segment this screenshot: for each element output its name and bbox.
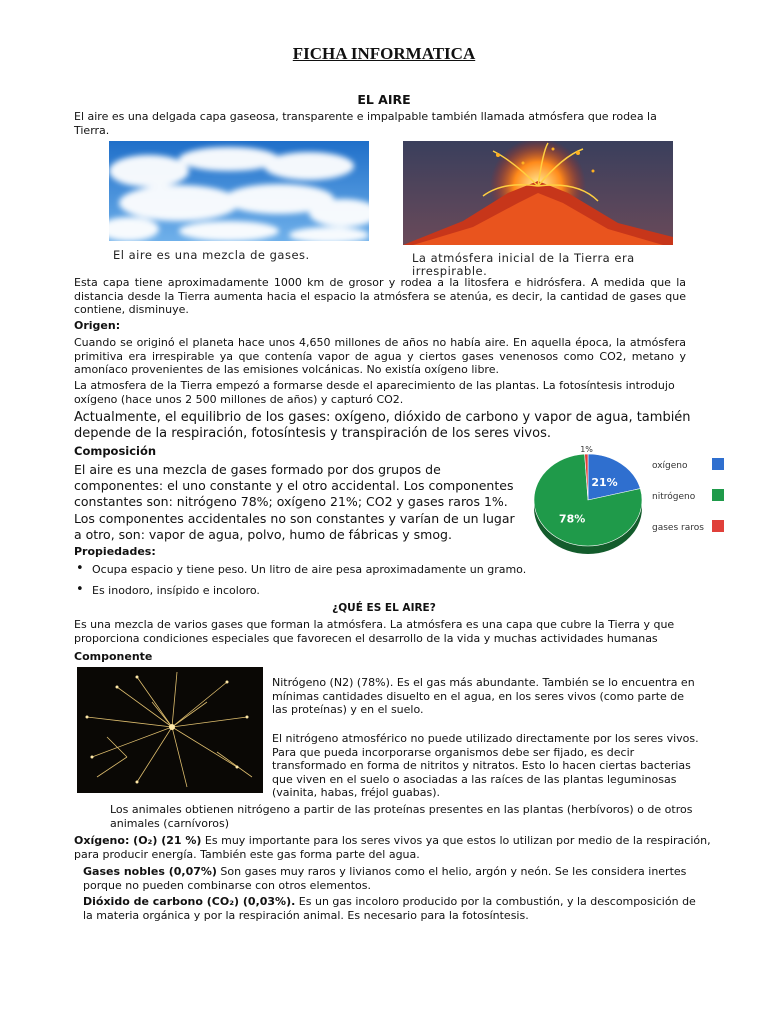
section-title-el-aire: EL AIRE: [357, 92, 411, 107]
fireworks-image: [77, 667, 263, 793]
propiedades-heading: Propiedades:: [74, 545, 156, 558]
composicion-heading: Composición: [74, 444, 157, 458]
animales-paragraph: Los animales obtienen nitrógeno a partir de las proteínas presentes en las plantas (herbívoros) o de otros animales (carnívoros): [110, 803, 693, 830]
legend-swatch-nitrógeno: [712, 489, 724, 501]
propiedad-item-1: • Ocupa espacio y tiene peso. Un litro de aire pesa aproximadamente un gramo.: [74, 563, 686, 577]
propiedad-item-2: • Es inodoro, insípido e incoloro.: [74, 584, 686, 598]
propiedades-list: [74, 563, 686, 604]
composicion-paragraph-2: Los componentes accidentales no son constantes y varían de un lugar a otro, son: vapor de agua, polvo, humo de fábricas y smog.: [74, 511, 515, 542]
legend-swatch-gases-raros: [712, 520, 724, 532]
composicion-paragraph-1: El aire es una mezcla de gases formado por dos grupos de componentes: el uno constante y el otro accidental. Los componentes constantes son: nitrógeno 78%; oxígeno 21%; CO2 y gases raros 1%.: [74, 462, 514, 509]
origen-paragraph-3: Actualmente, el equilibrio de los gases: oxígeno, dióxido de carbono y vapor de agua, también depende de la respiración, fotosíntesis y transpiración de los seres vivos.: [74, 410, 691, 441]
legend-swatch-oxígeno: [712, 458, 724, 470]
co2-label: Dióxido de carbono (CO₂) (0,03%).: [83, 895, 296, 908]
pie-value-label-oxígeno: 21%: [591, 475, 618, 489]
volcano-eruption-image: [403, 141, 673, 245]
oxigeno-text: Es muy importante para los seres vivos ya que estos lo utilizan por medio de la respiración, para producir energía. También este gas forma parte del agua.: [74, 834, 711, 861]
page-title: FICHA INFORMATICA: [292, 44, 476, 63]
sky-clouds-image: [109, 141, 369, 241]
legend-label-nitrógeno: nitrógeno: [652, 492, 696, 502]
sky-image-caption: El aire es una mezcla de gases.: [113, 248, 310, 262]
legend-label-oxígeno: oxígeno: [652, 461, 688, 471]
que-es-paragraph: Es una mezcla de varios gases que forman la atmósfera. La atmósfera es una capa que cubre la Tierra y que proporciona condiciones especiales que favorecen el desarrollo de la vida y muchas actividades humanas: [74, 618, 675, 645]
co2-text: Es un gas incoloro producido por la combustión, y la descomposición de la materia orgánica y por la respiración animal. Es necesario para la fotosíntesis.: [83, 895, 696, 922]
origen-paragraph-2: La atmosfera de la Tierra empezó a formarse desde el aparecimiento de las plantas. La fotosíntesis introdujo oxígeno (hace unos 2 500 millones de años) y capturó CO2.: [74, 379, 675, 406]
nitrogeno-paragraph-1: Nitrógeno (N2) (78%). Es el gas más abundante. También se lo encuentra en mínimas cantidades disuelto en el agua, en los seres vivos (como parte de las proteínas) y en el suelo.: [272, 676, 695, 716]
gases-nobles-label: Gases nobles (0,07%): [83, 865, 217, 878]
oxigeno-label: Oxígeno: (O₂) (21 %): [74, 834, 202, 847]
air-composition-pie-chart: [530, 442, 750, 554]
oxigeno-paragraph: [74, 834, 734, 861]
gases-nobles-text: Son gases muy raros y livianos como el helio, argón y neón. Se les considera inertes porque no pueden combinarse con otros elementos.: [83, 865, 687, 892]
nitrogeno-paragraph-2: El nitrógeno atmosférico no puede utilizado directamente por los seres vivos. Para que pueda incorporarse organismos debe ser fijado, es decir transformado en forma de nitritos y nitratos. Esto lo hacen ciertas bacterias que viven en el suelo o asociadas a las raíces de las plantas leguminosas (vainita, habas, fréjol guabas).: [272, 732, 699, 799]
que-es-el-aire-heading: ¿QUÉ ES EL AIRE?: [332, 602, 436, 614]
co2-paragraph: [83, 895, 703, 922]
legend-label-gases-raros: gases raros: [652, 523, 704, 533]
intro-paragraph: El aire es una delgada capa gaseosa, transparente e impalpable también llamada atmósfera que rodea la Tierra.: [74, 110, 657, 137]
pie-value-label-gases-raros: 1%: [580, 445, 593, 454]
gases-nobles-paragraph: [83, 865, 703, 892]
volcano-image-caption: La atmósfera inicial de la Tierra era irrespirable.: [412, 251, 635, 278]
capa-paragraph: Esta capa tiene aproximadamente 1000 km de grosor y rodea a la litosfera e hidrósfera. A medida que la distancia desde la Tierra aumenta hacia el espacio la atmósfera se atenúa, es decir, la cantidad de gases que contiene, disminuye.: [74, 276, 686, 316]
origen-heading: Origen:: [74, 319, 121, 332]
pie-value-label-nitrógeno: 78%: [558, 512, 586, 526]
componente-heading: Componente: [74, 650, 153, 663]
origen-paragraph-1: Cuando se originó el planeta hace unos 4,650 millones de años no había aire. En aquella época, la atmósfera primitiva era irrespirable ya que contenía vapor de agua y ciertos gases venenosos como CO2, metano y amoníaco provenientes de las emisiones volcánicas. No existía oxígeno libre.: [74, 336, 686, 376]
